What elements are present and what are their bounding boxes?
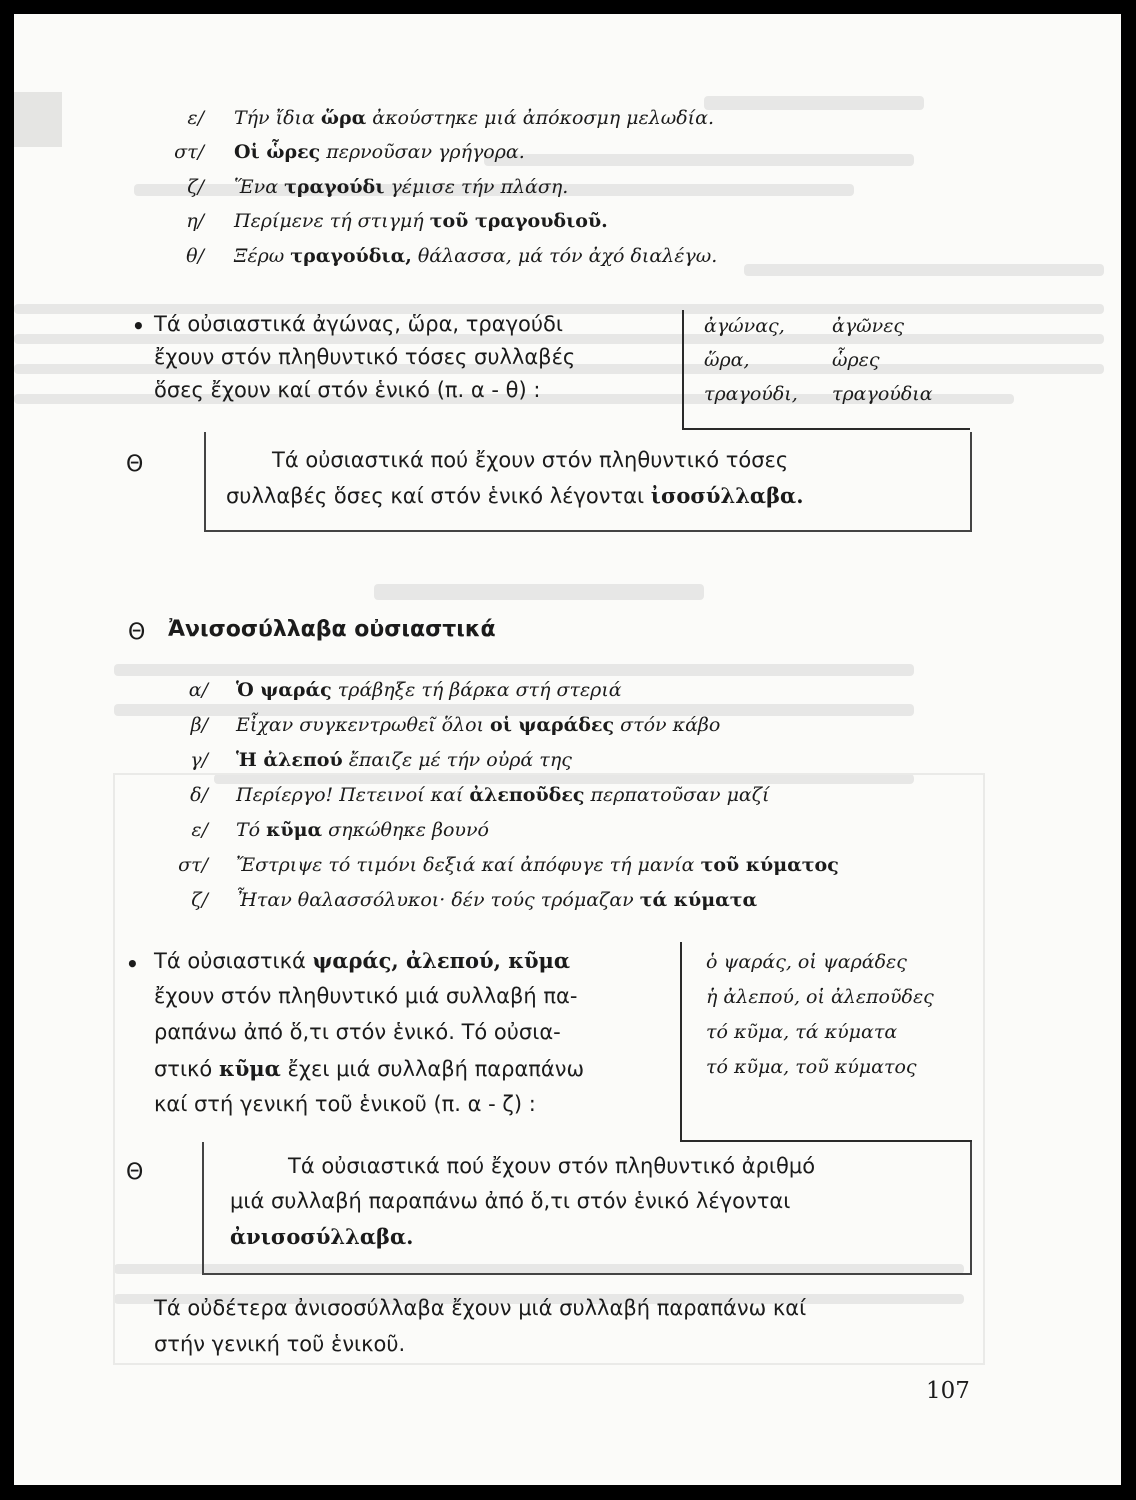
example-sentence: Περίμενε τή στιγμή τοῦ τραγουδιοῦ. [234, 210, 608, 232]
rule-text: Τά οὐσιαστικά πού ἔχουν στόν πληθυντικό τόσες [272, 448, 789, 472]
example-label: ε/ [187, 107, 204, 129]
rule-text: Τά οὐσιαστικά πού ἔχουν στόν πληθυντικό ἀριθμό [288, 1154, 816, 1178]
example-sentence: Τό κῦμα σηκώθηκε βουνό [236, 819, 489, 841]
form-pair: ὁ ψαράς, οἱ ψαράδες [706, 951, 907, 973]
example-sentence: Εἶχαν συγκεντρωθεῖ ὅλοι οἱ ψαράδες στόν κάβο [236, 714, 721, 736]
example-label: γ/ [190, 749, 208, 771]
example-label: ε/ [191, 819, 208, 841]
example-label: β/ [190, 714, 208, 736]
forms-divider [682, 310, 684, 430]
form-singular: ὥρα, [704, 349, 750, 371]
example-sentence: Ἕνα τραγούδι γέμισε τήν πλάση. [234, 176, 569, 198]
rule-text: ἀνισοσύλλαβα. [230, 1224, 414, 1249]
example-label: ζ/ [187, 176, 204, 198]
example-label: θ/ [186, 245, 204, 267]
section-symbol-icon: Θ [128, 620, 146, 645]
book-page [14, 14, 1121, 1485]
example-label: δ/ [190, 784, 208, 806]
example-sentence: Περίεργο! Πετεινοί καί ἀλεποῦδες περπατοῦσαν μαζί [236, 784, 770, 806]
example-sentence: Τήν ἴδια ὥρα ἀκούστηκε μιά ἀπόκοσμη μελωδία. [234, 107, 714, 129]
rule-box [204, 432, 972, 532]
form-pair: ἡ ἀλεπού, οἱ ἀλεποῦδες [706, 986, 934, 1008]
example-sentence: Ἡ ἀλεπού ἔπαιζε μέ τήν οὐρά της [236, 749, 572, 771]
form-plural: ὧρες [832, 349, 880, 371]
note-line: ὅσες ἔχουν καί στόν ἑνικό (π. α - θ) : [154, 378, 541, 402]
rule-box [202, 1142, 972, 1275]
form-plural: τραγούδια [832, 383, 933, 405]
closing-text: στήν γενική τοῦ ἑνικοῦ. [154, 1332, 406, 1356]
forms-divider-foot [682, 428, 970, 430]
example-label: α/ [188, 679, 208, 701]
bullet-icon: • [126, 952, 139, 976]
note-line: Τά οὐσιαστικά ἀγώνας, ὥρα, τραγούδι [154, 312, 563, 336]
note-line: ἔχουν στόν πληθυντικό τόσες συλλαβές [154, 345, 576, 369]
closing-text: Τά οὐδέτερα ἀνισοσύλλαβα ἔχουν μιά συλλαβή παραπάνω καί [154, 1296, 807, 1320]
example-label: ζ/ [191, 889, 208, 911]
form-singular: τραγούδι, [704, 383, 798, 405]
bullet-icon: • [132, 314, 145, 338]
example-label: η/ [186, 210, 204, 232]
section-heading: Ἀνισοσύλλαβα οὐσιαστικά [168, 617, 496, 642]
form-pair: τό κῦμα, τά κύματα [706, 1021, 898, 1043]
example-label: στ/ [178, 854, 208, 876]
example-sentence: Οἱ ὧρες περνοῦσαν γρήγορα. [234, 141, 525, 163]
forms-divider [680, 942, 682, 1142]
example-sentence: Ξέρω τραγούδια, θάλασσα, μά τόν ἀχό διαλέγω. [234, 245, 718, 267]
form-singular: ἀγώνας, [704, 315, 785, 337]
example-sentence: Ἦταν θαλασσόλυκοι· δέν τούς τρόμαζαν τά κύματα [236, 889, 758, 911]
rule-text: συλλαβές ὅσες καί στόν ἑνικό λέγονται ἰσοσύλλαβα. [226, 483, 804, 508]
rule-text: μιά συλλαβή παραπάνω ἀπό ὅ,τι στόν ἑνικό λέγονται [230, 1189, 791, 1213]
example-label: στ/ [174, 141, 204, 163]
example-sentence: Ὁ ψαράς τράβηξε τή βάρκα στή στεριά [236, 679, 622, 701]
note-line: ραπάνω ἀπό ὅ,τι στόν ἑνικό. Τό οὐσια- [154, 1020, 561, 1044]
note-line: ἔχουν στόν πληθυντικό μιά συλλαβή πα- [154, 984, 578, 1008]
note-line: Τά οὐσιαστικά ψαράς, ἀλεπού, κῦμα [154, 948, 571, 973]
example-sentence: Ἔστριψε τό τιμόνι δεξιά καί ἀπόφυγε τή μανία τοῦ κύματος [236, 854, 839, 876]
form-pair: τό κῦμα, τοῦ κύματος [706, 1056, 917, 1078]
rule-symbol-icon: Θ [126, 452, 144, 477]
note-line: καί στή γενική τοῦ ἑνικοῦ (π. α - ζ) : [154, 1092, 536, 1116]
page-number: 107 [926, 1378, 970, 1404]
rule-symbol-icon: Θ [126, 1160, 144, 1185]
note-line: στικό κῦμα ἔχει μιά συλλαβή παραπάνω [154, 1056, 585, 1081]
form-plural: ἀγῶνες [832, 315, 905, 337]
